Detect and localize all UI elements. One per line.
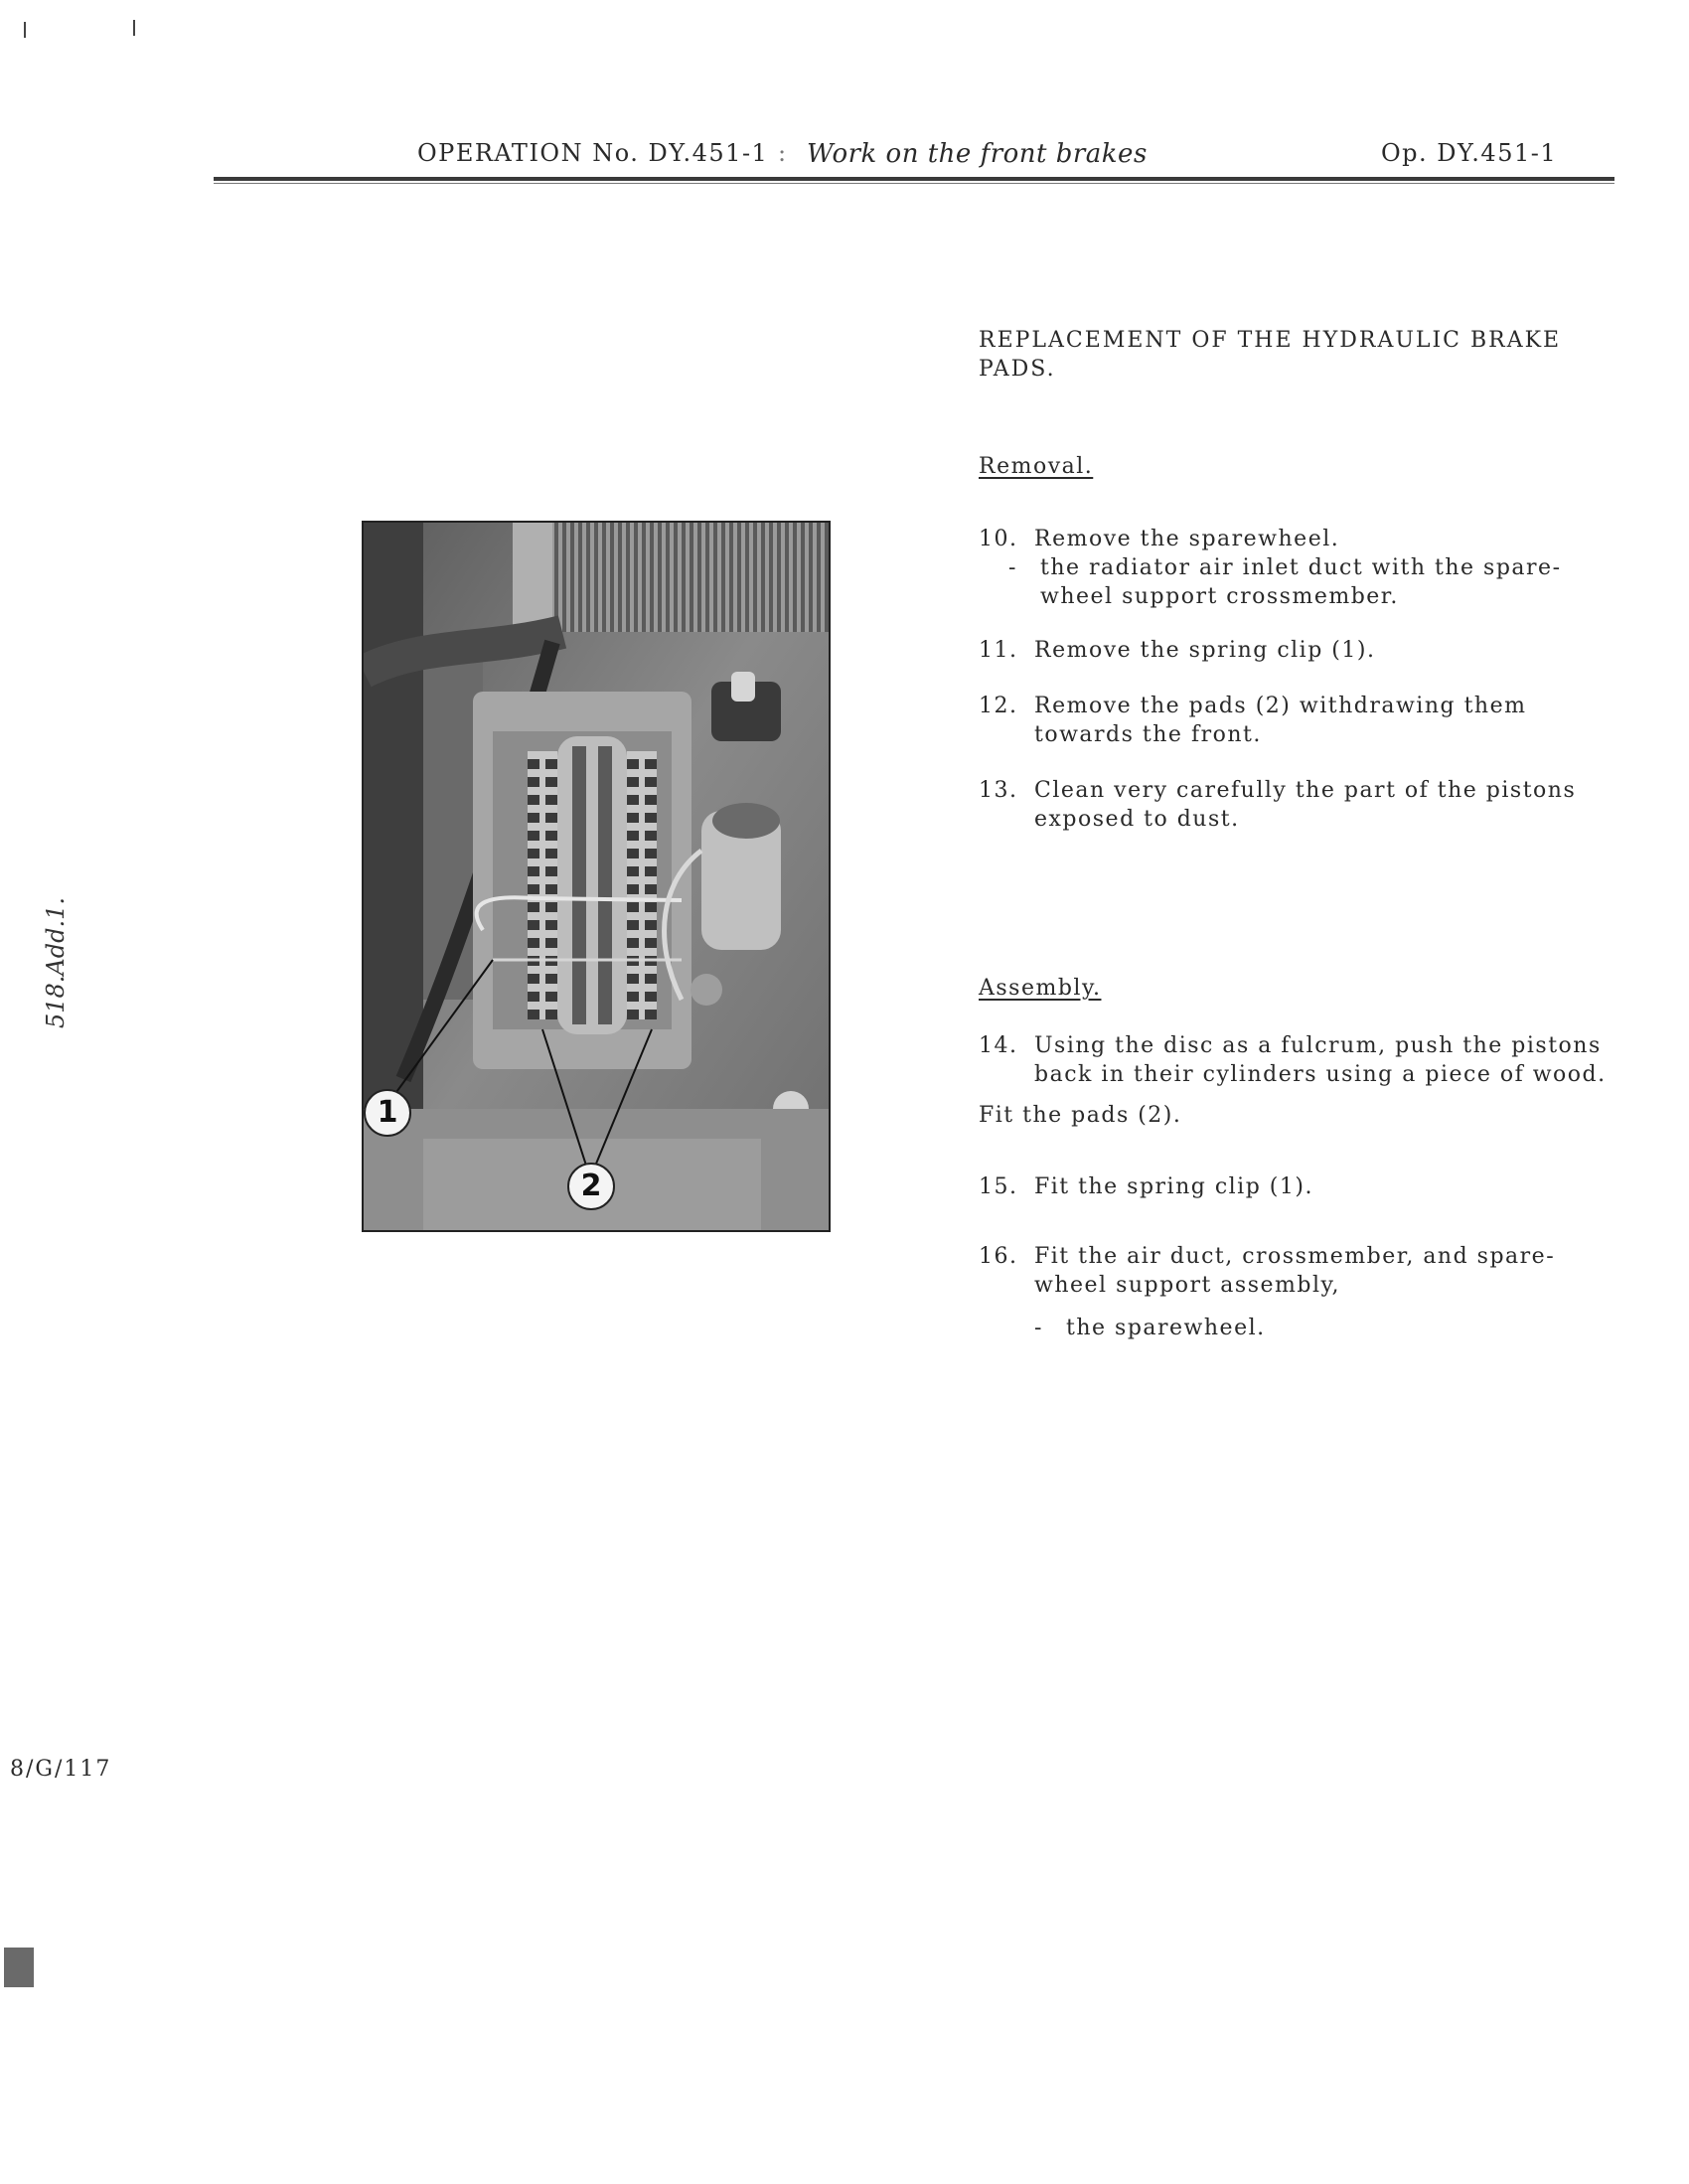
step-16 (979, 1242, 1614, 1342)
step-number: 10. (979, 527, 1018, 551)
step-text: Fit the spring clip (1). (1034, 1174, 1313, 1199)
step-text: Using the disc as a fulcrum, push the pistons back in their cylinders using a piece of wood. (1034, 1033, 1607, 1087)
callout-pads: 2 (567, 1163, 615, 1210)
operation-title: Work on the front brakes (807, 139, 1148, 169)
photo-illustration (364, 523, 829, 1230)
assembly-heading (979, 974, 1614, 1003)
corner-mark (4, 1948, 34, 1987)
scan-mark (24, 22, 26, 38)
operation-number: OPERATION No. DY.451-1 (417, 139, 769, 167)
rotated-margin-note: 518.Add.1. (42, 896, 70, 1028)
header-separator: : (778, 139, 788, 167)
section-title: REPLACEMENT OF THE HYDRAULIC BRAKE PADS. (979, 328, 1562, 382)
assembly-heading-text: Assembly. (979, 976, 1102, 1001)
brake-caliper-photo (362, 521, 831, 1232)
removal-heading (979, 452, 1614, 481)
scan-mark (133, 20, 135, 36)
step-14 (979, 1031, 1614, 1089)
header-rule (214, 177, 1614, 181)
step-number: 12. (979, 694, 1018, 718)
step-number: 13. (979, 778, 1018, 803)
callout-spring-clip: 1 (364, 1089, 411, 1137)
step-text: Clean very carefully the part of the pistons exposed to dust. (1034, 778, 1577, 832)
sub-step-text: the radiator air inlet duct with the spare-wheel support crossmember. (1040, 555, 1562, 609)
step-11 (979, 636, 1614, 665)
step-number: 14. (979, 1033, 1018, 1058)
dash-marker: - (1034, 1316, 1043, 1340)
step-number: 16. (979, 1244, 1018, 1269)
removal-heading-text: Removal. (979, 454, 1094, 479)
step-10 (979, 525, 1614, 611)
header-rule-thin (214, 183, 1614, 184)
step-12 (979, 692, 1614, 749)
step-15 (979, 1172, 1614, 1201)
sub-step-text: the sparewheel. (1066, 1316, 1266, 1340)
step-number: 11. (979, 638, 1018, 663)
step-text: Remove the pads (2) withdrawing them towards the front. (1034, 694, 1527, 747)
step-number: 15. (979, 1174, 1018, 1199)
step-text: Fit the air duct, crossmember, and spare-wheel support assembly, (1034, 1244, 1556, 1298)
step-13 (979, 776, 1614, 834)
step-text: Remove the sparewheel. (1034, 527, 1340, 551)
operation-reference: Op. DY.451-1 (1381, 139, 1558, 167)
document-code: 8/G/117 (10, 1757, 112, 1782)
step-text: Remove the spring clip (1). (1034, 638, 1376, 663)
dash-marker: - (1008, 555, 1017, 580)
fit-pads-line: Fit the pads (2). (979, 1103, 1182, 1128)
